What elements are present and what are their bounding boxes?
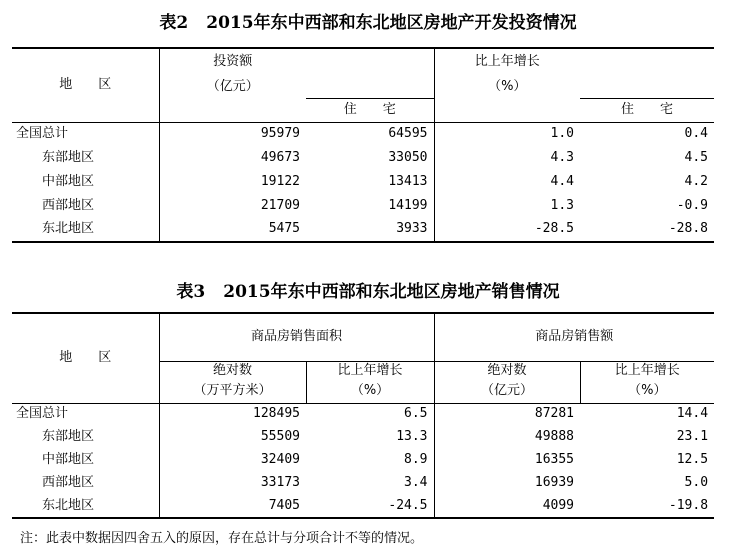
table2-investment: 19122 [260, 173, 300, 189]
table2-residential-growth: 4.5 [684, 149, 708, 165]
table2-investment: 5475 [268, 221, 300, 237]
footnote: 注：此表中数据因四舍五入的原因，存在总计与分项合计不等的情况。 [20, 531, 424, 546]
table2-residential-growth: 4.2 [684, 173, 708, 189]
table3-area: 32409 [260, 452, 300, 468]
table2-residential: 33050 [306, 146, 434, 170]
table3-header-area: 商品房销售面积 [159, 313, 434, 361]
table-row [12, 426, 714, 449]
table3-header-area-abs: 绝对数 [159, 361, 306, 381]
table2-header-residential: 住 宅 [306, 98, 434, 122]
table3-amount: 87281 [534, 406, 575, 422]
table3-header-area-unit: （万平方米） [159, 381, 306, 403]
table3-area: 33173 [260, 475, 300, 491]
table2-title [0, 8, 736, 33]
table3-header-amount-unit: （亿元） [434, 381, 580, 403]
table3-area-growth: 8.9 [306, 449, 434, 472]
table2-region: 东部地区 [12, 146, 159, 170]
table-row [12, 472, 714, 495]
table-row [12, 170, 714, 194]
table2-region: 全国总计 [12, 122, 159, 146]
table3-area-growth: -24.5 [306, 495, 434, 518]
table3-header-area-growth: 比上年增长 [306, 361, 434, 381]
table2-title-text: 2015年东中西部和东北地区房地产开发投资情况 [206, 13, 577, 33]
table2-header-residential-growth: 住 宅 [580, 98, 714, 122]
table3-area-growth: 3.4 [306, 472, 434, 495]
table2-growth: 1.3 [550, 197, 574, 213]
table2-residential: 3933 [306, 218, 434, 242]
table2-growth: 4.3 [550, 149, 574, 165]
table2-residential: 14199 [306, 194, 434, 218]
table3-header-area-growth-unit: （%） [306, 381, 434, 403]
table2-growth: 4.4 [550, 173, 574, 189]
table2-growth: 1.0 [550, 125, 574, 141]
table2-header-growth: 比上年增长 [474, 54, 540, 70]
table3-header-amount-growth-unit: （%） [628, 383, 667, 399]
table3-title [0, 277, 736, 302]
table3-area-growth: 13.3 [306, 426, 434, 449]
table3-amount: 16939 [534, 475, 575, 491]
table3-region: 东部地区 [12, 426, 159, 449]
table3-amount-growth: 23.1 [676, 429, 709, 445]
table2-investment: 21709 [260, 197, 300, 213]
table2-region: 中部地区 [12, 170, 159, 194]
table2-header-region: 地 区 [12, 48, 159, 122]
table2-title-number: 表2 [159, 13, 189, 33]
table-row [12, 122, 714, 146]
table3-area: 55509 [260, 429, 300, 445]
table2-investment: 49673 [260, 149, 300, 165]
table2-investment: 95979 [260, 125, 300, 141]
table2-header-growth-unit: （%） [488, 78, 527, 94]
table-row [12, 146, 714, 170]
table2-region: 西部地区 [12, 194, 159, 218]
table-row [12, 449, 714, 472]
table3 [12, 312, 714, 519]
table3-amount: 16355 [534, 452, 575, 468]
table2-residential-growth: -28.8 [668, 221, 708, 237]
table3-amount: 4099 [542, 497, 575, 513]
table3-region: 西部地区 [12, 472, 159, 495]
table-row [12, 218, 714, 242]
table3-amount-growth: 14.4 [676, 406, 709, 422]
table2-residential-growth: 0.4 [684, 125, 708, 141]
table2-residential: 13413 [306, 170, 434, 194]
table3-area-growth: 6.5 [306, 403, 434, 426]
table3-amount-growth: -19.8 [668, 497, 709, 513]
table3-header-amount-abs: 绝对数 [434, 361, 580, 381]
table2-header-investment: 投资额 [213, 54, 253, 70]
table3-amount: 49888 [534, 429, 575, 445]
table3-region: 全国总计 [12, 403, 159, 426]
table2-header-investment-unit: （亿元） [206, 78, 259, 94]
table3-region: 东北地区 [12, 495, 159, 518]
table2-residential-growth: -0.9 [676, 197, 708, 213]
table2 [12, 47, 714, 243]
table3-region: 中部地区 [12, 449, 159, 472]
table2-growth: -28.5 [534, 221, 574, 237]
table2-residential: 64595 [306, 122, 434, 146]
table3-header-amount: 商品房销售额 [535, 328, 614, 344]
table-row [12, 403, 714, 426]
table3-amount-growth: 12.5 [676, 452, 709, 468]
table3-title-text: 2015年东中西部和东北地区房地产销售情况 [223, 282, 560, 302]
table3-title-number: 表3 [176, 282, 206, 302]
table-row [12, 194, 714, 218]
table3-header-amount-growth: 比上年增长 [614, 362, 680, 378]
table2-region: 东北地区 [12, 218, 159, 242]
table3-amount-growth: 5.0 [684, 475, 709, 491]
table3-area: 128495 [253, 406, 300, 422]
table-row [12, 495, 714, 518]
table3-area: 7405 [268, 497, 300, 513]
table3-header-region: 地 区 [12, 313, 159, 403]
